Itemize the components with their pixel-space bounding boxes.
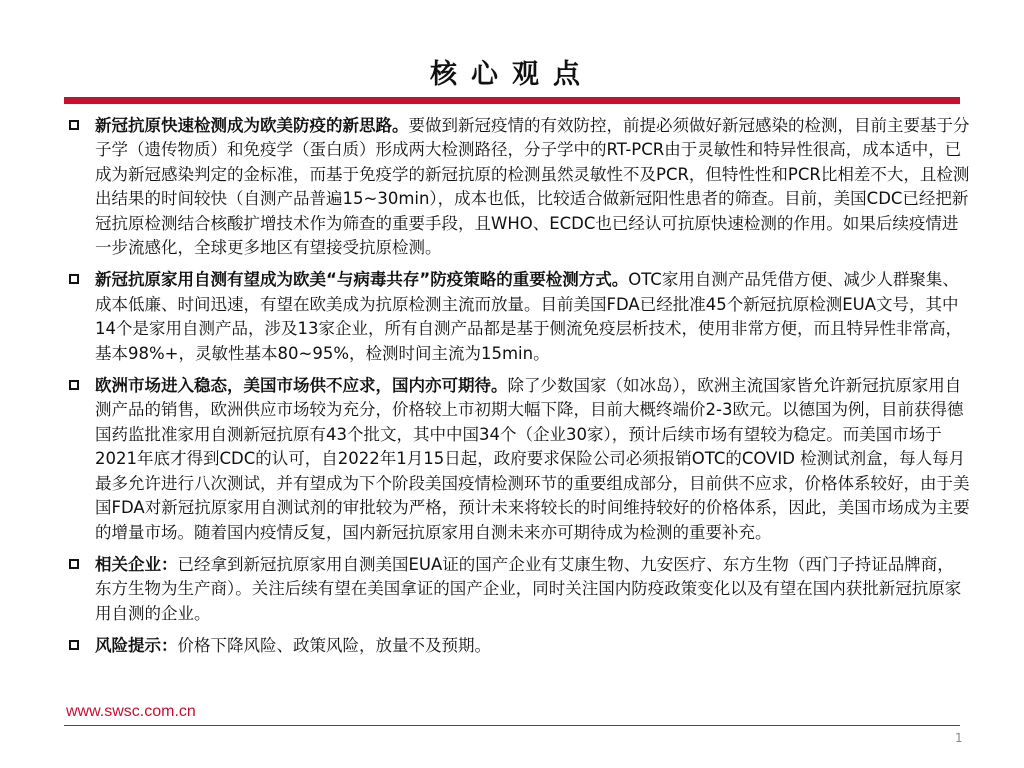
bullet-item: [64, 268, 970, 366]
footer-website-link[interactable]: www.swsc.com.cn: [66, 703, 196, 720]
page-title: 核心观点: [430, 59, 594, 90]
bullet-item: [64, 374, 970, 545]
bullet-item: [64, 634, 970, 658]
bullet-list: [64, 114, 970, 667]
title-divider: [64, 97, 960, 104]
bullet-lead: 欧洲市场进入稳态，美国市场供不应求，国内亦可期待。: [95, 376, 508, 396]
bullet-item: [64, 553, 970, 626]
bullet-body: 除了少数国家（如冰岛），欧洲主流国家皆允许新冠抗原家用自测产品的销售，欧洲供应市场较为充分，价格较上市初期大幅下降，目前大概终端价2-3欧元。以德国为例，目前获得德国药监批准家用自测新冠抗原有43个批文，其中中国34个（企业30家），预计后续市场有望较为稳定。而美国市场于2021年底才得到CDC的认可，自2022年1月15日起，政府要求保险公司必须报销OTC的COVID 检测试剂盒，每人每月最多允许进行八次测试，并有望成为下个阶段美国疫情检测环节的重要组成部分，目前供不应求，价格体系较好，由于美国FDA对新冠抗原家用自测试剂的审批较为严格，预计未来将较长的时间维持较好的价格体系，因此，美国市场成为主要的增量市场。随着国内疫情反复，国内新冠抗原家用自测未来亦可期待成为检测的重要补充。: [95, 376, 970, 542]
square-bullet-icon: [69, 380, 79, 390]
bullet-body: OTC家用自测产品凭借方便、减少人群聚集、成本低廉、时间迅速，有望在欧美成为抗原检测主流而放量。目前美国FDA已经批准45个新冠抗原检测EUA文号，其中14个是家用自测产品，涉及13家企业，所有自测产品都是基于侧流免疫层析技术，使用非常方便，而且特异性非常高，基本98%+，灵敏性基本80~95%，检测时间主流为15min。: [95, 270, 962, 363]
bullet-lead: 风险提示：: [95, 636, 178, 656]
bullet-lead: 相关企业：: [95, 554, 178, 574]
bullet-body: 已经拿到新冠抗原家用自测美国EUA证的国产企业有艾康生物、九安医疗、东方生物（西门子持证品牌商，东方生物为生产商）。关注后续有望在美国拿证的国产企业，同时关注国内防疫政策变化以及有望在国内获批新冠抗原家用自测的企业。: [95, 554, 962, 623]
bullet-body: 要做到新冠疫情的有效防控，前提必须做好新冠感染的检测，目前主要基于分子学（遗传物质）和免疫学（蛋白质）形成两大检测路径，分子学中的RT-PCR由于灵敏性和特异性很高，成本适中，已成为新冠感染判定的金标准，而基于免疫学的新冠抗原的检测虽然灵敏性不及PCR，但特性性和PCR比相差不大，且检测出结果的时间较快（自测产品普遍15~30min），成本也低，比较适合做新冠阳性患者的筛查。目前，美国CDC已经把新冠抗原检测结合核酸扩增技术作为筛查的重要手段，且WHO、ECDC也已经认可抗原快速检测的作用。如果后续疫情进一步流感化，全球更多地区有望接受抗原检测。: [95, 116, 970, 258]
square-bullet-icon: [69, 559, 79, 569]
square-bullet-icon: [69, 274, 79, 284]
square-bullet-icon: [69, 120, 79, 130]
square-bullet-icon: [69, 640, 79, 650]
footer-divider: [64, 725, 960, 726]
bullet-lead: 新冠抗原家用自测有望成为欧美“与病毒共存”防疫策略的重要检测方式。: [95, 270, 629, 290]
bullet-item: [64, 114, 970, 260]
bullet-lead: 新冠抗原快速检测成为欧美防疫的新思路。: [95, 116, 409, 135]
bullet-body: 价格下降风险、政策风险，放量不及预期。: [177, 636, 491, 656]
page-number: 1: [955, 731, 963, 745]
